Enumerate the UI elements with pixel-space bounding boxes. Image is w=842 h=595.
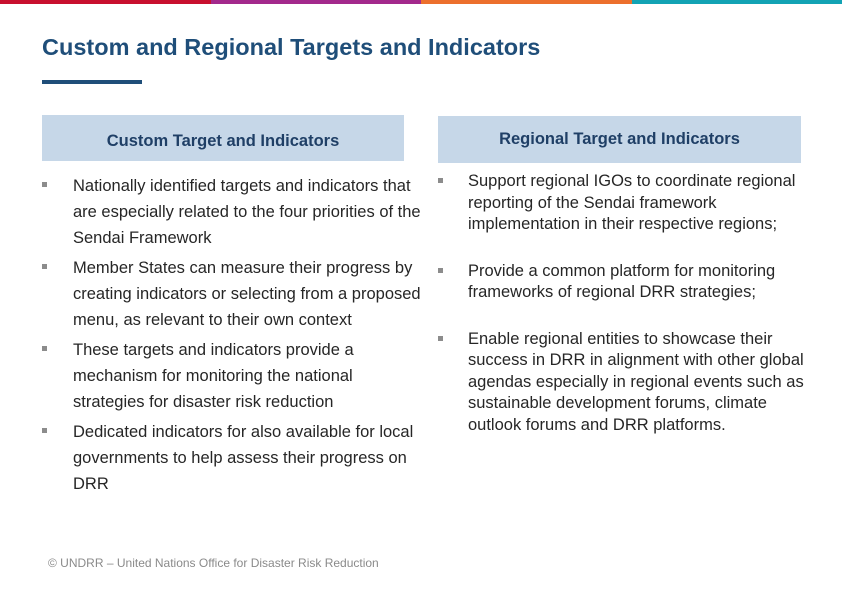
custom-bullet-list xyxy=(42,173,422,501)
copyright-footer: © UNDRR – United Nations Office for Disaster Risk Reduction xyxy=(48,556,379,570)
bullet-text: These targets and indicators provide a mechanism for monitoring the national strategies for disaster risk reduction xyxy=(73,341,354,411)
bullet-square-icon xyxy=(42,346,47,351)
list-item xyxy=(42,337,422,415)
title-underline xyxy=(42,80,142,84)
regional-column-header-label: Regional Target and Indicators xyxy=(499,130,740,148)
bullet-text: Enable regional entities to showcase their success in DRR in alignment with other global agendas especially in regional events such as sustainable development forums, climate outlook forums and DRR platforms. xyxy=(468,329,804,434)
top-bar-segment-teal xyxy=(632,0,842,4)
bullet-text: Provide a common platform for monitoring frameworks of regional DRR strategies; xyxy=(468,261,776,301)
bullet-square-icon xyxy=(438,268,443,273)
list-item xyxy=(42,173,422,251)
bullet-square-icon xyxy=(438,178,443,183)
list-item xyxy=(438,171,808,236)
custom-column-header xyxy=(42,115,404,161)
list-item xyxy=(438,261,808,304)
bullet-square-icon xyxy=(42,182,47,187)
page-title: Custom and Regional Targets and Indicators xyxy=(42,34,541,60)
list-item xyxy=(42,419,422,497)
bullet-text: Member States can measure their progress by creating indicators or selecting from a proposed menu, as relevant to their own context xyxy=(73,259,421,329)
top-bar-segment-purple xyxy=(211,0,422,4)
bullet-text: Nationally identified targets and indicators that are especially related to the four priorities of the Sendai Framework xyxy=(73,177,421,247)
bullet-text: Dedicated indicators for also available for local governments to help assess their progress on DRR xyxy=(73,423,414,493)
bullet-square-icon xyxy=(42,428,47,433)
regional-bullet-list xyxy=(438,171,808,436)
bullet-text: Support regional IGOs to coordinate regional reporting of the Sendai framework implementation in their respective regions; xyxy=(468,172,796,233)
bullet-square-icon xyxy=(42,264,47,269)
list-item xyxy=(438,329,808,437)
top-bar-segment-red xyxy=(0,0,211,4)
custom-column-header-label: Custom Target and Indicators xyxy=(106,132,340,150)
bullet-square-icon xyxy=(438,336,443,341)
top-bar-segment-orange xyxy=(421,0,632,4)
regional-column-header xyxy=(438,116,801,163)
list-item xyxy=(42,255,422,333)
top-color-bar xyxy=(0,0,842,4)
